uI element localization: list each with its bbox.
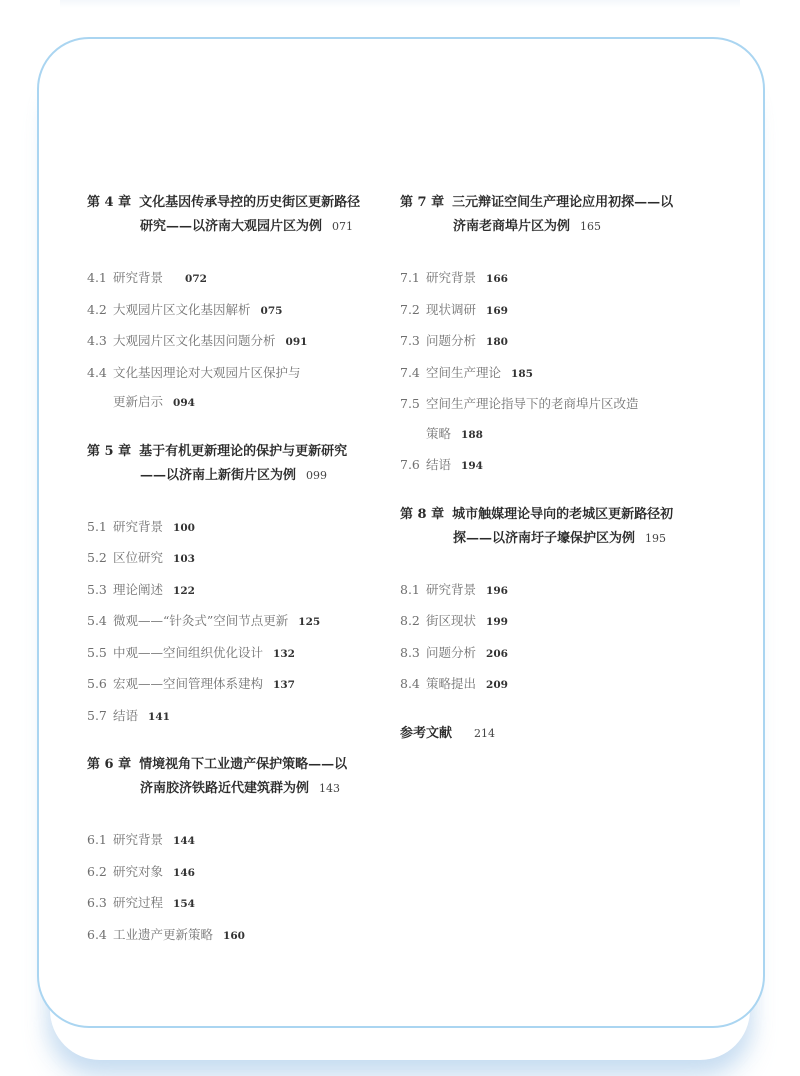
toc-right-column — [400, 190, 720, 747]
chapter-title-cont: 济南老商埠片区为例 — [453, 219, 571, 234]
section-number: 6.1 — [87, 832, 107, 847]
section-title: 结语 — [113, 707, 139, 723]
section-title: 理论阐述 — [113, 581, 164, 597]
chapter-8[interactable] — [400, 502, 720, 550]
page-number: 137 — [273, 679, 295, 691]
section-item-5-3[interactable] — [87, 575, 387, 607]
section-title: 研究过程 — [113, 895, 164, 910]
chapter-number: 第 6 章 — [87, 757, 132, 772]
chapter-title-cont: 探——以济南圩子壕保护区为例 — [453, 530, 636, 546]
page-number: 125 — [298, 616, 321, 628]
section-item-6-3[interactable] — [87, 888, 387, 920]
page-number: 141 — [148, 710, 170, 723]
chapter-heading — [87, 190, 387, 216]
section-number: 6.4 — [87, 926, 107, 942]
chapter-title: 城市触媒理论导向的老城区更新路径初 — [452, 506, 674, 522]
page-number: 166 — [486, 273, 508, 285]
page-number: 072 — [185, 273, 207, 285]
section-number: 7.6 — [400, 457, 420, 472]
chapter-title-cont: ——以济南上新街片区为例 — [140, 467, 297, 483]
section-item-7-6[interactable] — [400, 450, 720, 482]
chapter-heading-cont — [400, 216, 720, 238]
page-number: 169 — [486, 304, 508, 317]
chapter-number: 第 8 章 — [400, 506, 445, 522]
section-title: 区位研究 — [113, 550, 164, 565]
section-item-7-5[interactable] — [400, 389, 720, 419]
section-title: 中观——空间组织优化设计 — [113, 644, 264, 660]
page-number: 144 — [173, 835, 195, 847]
section-item-5-1[interactable] — [87, 512, 387, 544]
chapter-heading — [400, 502, 720, 528]
page-number: 099 — [306, 468, 328, 482]
page-number: 154 — [173, 898, 195, 910]
chapter-7[interactable] — [400, 190, 720, 238]
section-title: 问题分析 — [426, 644, 477, 660]
section-item-4-4[interactable] — [87, 358, 387, 388]
section-title: 空间生产理论 — [426, 364, 502, 380]
chapter-heading — [87, 752, 387, 778]
section-number: 5.1 — [87, 518, 107, 534]
section-title: 大观园片区文化基因解析 — [113, 301, 251, 317]
section-title: 宏观——空间管理体系建构 — [113, 676, 264, 691]
section-number: 7.3 — [400, 333, 420, 348]
page-number: 160 — [223, 929, 245, 942]
section-number: 5.7 — [87, 707, 107, 723]
section-title: 结语 — [426, 457, 452, 472]
section-title: 大观园片区文化基因问题分析 — [113, 333, 276, 348]
chapter-title: 基于有机更新理论的保护与更新研究 — [139, 443, 348, 459]
chapter-title-cont: 研究——以济南大观园片区为例 — [140, 219, 323, 234]
section-title: 研究背景 — [113, 518, 164, 534]
chapter-title: 三元辩证空间生产理论应用初探——以 — [452, 195, 674, 210]
page-number: 122 — [173, 584, 195, 597]
top-fade — [60, 0, 740, 8]
page-number: 188 — [461, 428, 483, 441]
chapter-title: 情境视角下工业遗产保护策略——以 — [139, 757, 348, 772]
chapter-heading — [87, 439, 387, 465]
section-number: 5.5 — [87, 644, 107, 660]
section-item-6-2[interactable] — [87, 857, 387, 889]
section-number: 8.1 — [400, 581, 420, 597]
page-number: 165 — [580, 220, 602, 233]
section-number: 4.4 — [87, 364, 107, 380]
page-number: 100 — [173, 521, 195, 534]
chapter-heading-cont — [400, 528, 720, 550]
section-number: 4.3 — [87, 333, 107, 348]
chapter-title: 文化基因传承导控的历史街区更新路径 — [139, 195, 361, 210]
section-item-5-7[interactable] — [87, 701, 387, 733]
page-number: 103 — [173, 553, 195, 565]
section-title: 研究背景 — [113, 832, 164, 847]
section-item-4-4-cont[interactable] — [87, 387, 387, 419]
chapter-number: 第 4 章 — [87, 195, 132, 210]
section-item-7-4[interactable] — [400, 358, 720, 390]
section-title: 街区现状 — [426, 613, 477, 628]
section-title: 研究背景 — [426, 581, 477, 597]
section-number: 8.2 — [400, 613, 420, 628]
page-number: 071 — [332, 220, 354, 233]
section-number: 5.3 — [87, 581, 107, 597]
section-item-8-4[interactable] — [400, 669, 720, 701]
section-title: 策略提出 — [426, 676, 477, 691]
page-number: 132 — [273, 647, 295, 660]
section-title: 研究背景 — [113, 270, 164, 285]
page-number: 185 — [511, 367, 533, 380]
section-list — [400, 263, 720, 482]
section-item-7-3[interactable] — [400, 326, 720, 358]
section-item-6-4[interactable] — [87, 920, 387, 952]
section-item-4-3[interactable] — [87, 326, 387, 358]
section-item-4-1[interactable] — [87, 263, 387, 295]
chapter-heading — [400, 190, 720, 216]
section-number: 5.6 — [87, 676, 107, 691]
section-number: 4.1 — [87, 270, 107, 285]
page-number: 196 — [486, 584, 508, 597]
section-item-7-1[interactable] — [400, 263, 720, 295]
page-number: 146 — [173, 866, 195, 879]
section-item-7-2[interactable] — [400, 295, 720, 327]
chapter-title-cont: 济南胶济铁路近代建筑群为例 — [140, 781, 310, 796]
section-item-8-1[interactable] — [400, 575, 720, 607]
page-number: 180 — [486, 336, 508, 348]
chapter-5[interactable] — [87, 439, 387, 487]
section-item-7-5-cont[interactable] — [400, 419, 720, 451]
section-title: 研究背景 — [426, 270, 477, 285]
section-title: 工业遗产更新策略 — [113, 926, 214, 942]
chapter-4[interactable] — [87, 190, 387, 238]
section-number: 6.3 — [87, 895, 107, 910]
chapter-heading-cont — [87, 465, 387, 487]
section-item-8-2[interactable] — [400, 606, 720, 638]
section-title: 问题分析 — [426, 333, 477, 348]
section-number: 7.4 — [400, 364, 420, 380]
references-entry[interactable] — [400, 721, 720, 747]
page-number: 091 — [285, 336, 308, 348]
page-number: 143 — [319, 782, 341, 795]
section-item-6-1[interactable] — [87, 825, 387, 857]
section-item-5-5[interactable] — [87, 638, 387, 670]
page-number: 075 — [260, 304, 283, 317]
section-number: 5.4 — [87, 613, 107, 628]
section-title: 研究对象 — [113, 863, 164, 879]
section-title-cont: 更新启示 — [113, 394, 164, 409]
page-number: 199 — [486, 616, 508, 628]
chapter-heading-cont — [87, 216, 387, 238]
section-number: 4.2 — [87, 301, 107, 317]
toc-left-column — [87, 190, 387, 971]
page-number: 094 — [173, 397, 195, 409]
section-number: 8.4 — [400, 676, 420, 691]
section-list — [400, 575, 720, 701]
section-title: 空间生产理论指导下的老商埠片区改造 — [426, 396, 639, 411]
section-item-8-3[interactable] — [400, 638, 720, 670]
section-list — [87, 263, 387, 419]
chapter-number: 第 7 章 — [400, 195, 445, 210]
section-title: 现状调研 — [426, 301, 477, 317]
section-title: 微观——“针灸式”空间节点更新 — [113, 613, 289, 628]
page-number: 214 — [474, 726, 496, 740]
section-item-5-6[interactable] — [87, 669, 387, 701]
chapter-heading-cont — [87, 778, 387, 800]
section-list — [87, 825, 387, 951]
section-list — [87, 512, 387, 733]
references-title: 参考文献 — [400, 725, 453, 741]
section-title: 文化基因理论对大观园片区保护与 — [113, 364, 301, 380]
section-number: 6.2 — [87, 863, 107, 879]
section-number: 5.2 — [87, 550, 107, 565]
section-item-5-4[interactable] — [87, 606, 387, 638]
page-number: 194 — [461, 460, 483, 472]
section-item-4-2[interactable] — [87, 295, 387, 327]
chapter-number: 第 5 章 — [87, 443, 132, 459]
section-item-5-2[interactable] — [87, 543, 387, 575]
section-number: 8.3 — [400, 644, 420, 660]
section-number: 7.1 — [400, 270, 420, 285]
section-title-cont: 策略 — [426, 425, 452, 441]
page-number: 209 — [486, 679, 508, 691]
page-number: 206 — [486, 647, 508, 660]
section-number: 7.5 — [400, 396, 420, 411]
chapter-6[interactable] — [87, 752, 387, 800]
page-number: 195 — [645, 531, 667, 545]
section-number: 7.2 — [400, 301, 420, 317]
